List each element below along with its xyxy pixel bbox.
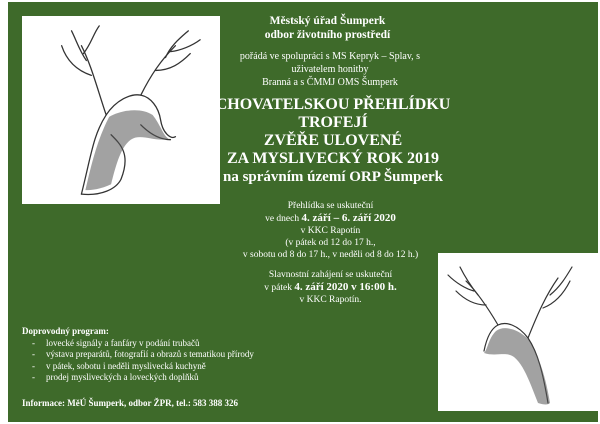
- stag-illustration-right: [438, 253, 598, 411]
- program-list: [22, 338, 362, 384]
- organizer-header: [220, 14, 435, 42]
- event-hours-1: (v pátek od 12 do 17 h.,: [285, 238, 376, 248]
- program-item: - prodej mysliveckých a loveckých doplňků: [22, 372, 362, 384]
- event-dates-prefix: ve dnech: [265, 214, 302, 224]
- office-name: Městský úřad Šumperk: [269, 15, 386, 27]
- opening-intro: Slavnostní zahájení se uskuteční: [268, 270, 393, 280]
- event-intro: Přehlídka se uskuteční: [287, 201, 374, 211]
- accompanying-program: [22, 326, 362, 384]
- spacer: [218, 261, 443, 269]
- opening-date: 4. září 2020 v 16:00 h.: [294, 281, 397, 293]
- title-line-3: ZA MYSLIVECKÝ ROK 2019: [226, 150, 440, 167]
- opening-date-line: [218, 281, 443, 294]
- event-dates-line: [218, 212, 443, 225]
- green-panel: [8, 2, 598, 422]
- opening-date-prefix: v pátek: [264, 283, 295, 293]
- stag-drawing-right: [438, 253, 598, 411]
- program-item: - v pátek, sobotu i neděli myslivecká kuchyně: [22, 361, 362, 373]
- intro-line-2: Branná a s ČMMJ OMS Šumperk: [262, 77, 398, 88]
- title-line-1: CHOVATELSKOU PŘEHLÍDKU TROFEJÍ: [215, 96, 451, 131]
- title-line-2: ZVĚŘE ULOVENÉ: [263, 132, 403, 149]
- department-name: odbor životního prostředí: [264, 29, 391, 41]
- program-title: Doprovodný program:: [22, 326, 109, 336]
- intro-text: [220, 50, 440, 89]
- opening-venue: v KKC Rapotín.: [299, 295, 362, 305]
- program-item: - lovecké signály a fanfáry v podání trubačů: [22, 338, 362, 350]
- event-info: [218, 200, 443, 306]
- event-dates: 4. září – 6. září 2020: [301, 212, 396, 224]
- contact-info: Informace: MěÚ Šumperk, odbor ŽPR, tel.: 583 388 326: [22, 398, 239, 408]
- event-venue: v KKC Rapotín: [300, 226, 361, 236]
- title-line-4: na správním území ORP Šumperk: [222, 169, 444, 185]
- intro-line-1: pořádá ve spolupráci s MS Kepryk – Splav, s uživatelem honitby: [239, 51, 421, 75]
- event-hours-2: v sobotu od 8 do 17 h., v neděli od 8 do 12 h.): [242, 250, 419, 260]
- event-title: [188, 96, 478, 186]
- program-item: - výstava preparátů, fotografií a obrazů s tematikou přírody: [22, 349, 362, 361]
